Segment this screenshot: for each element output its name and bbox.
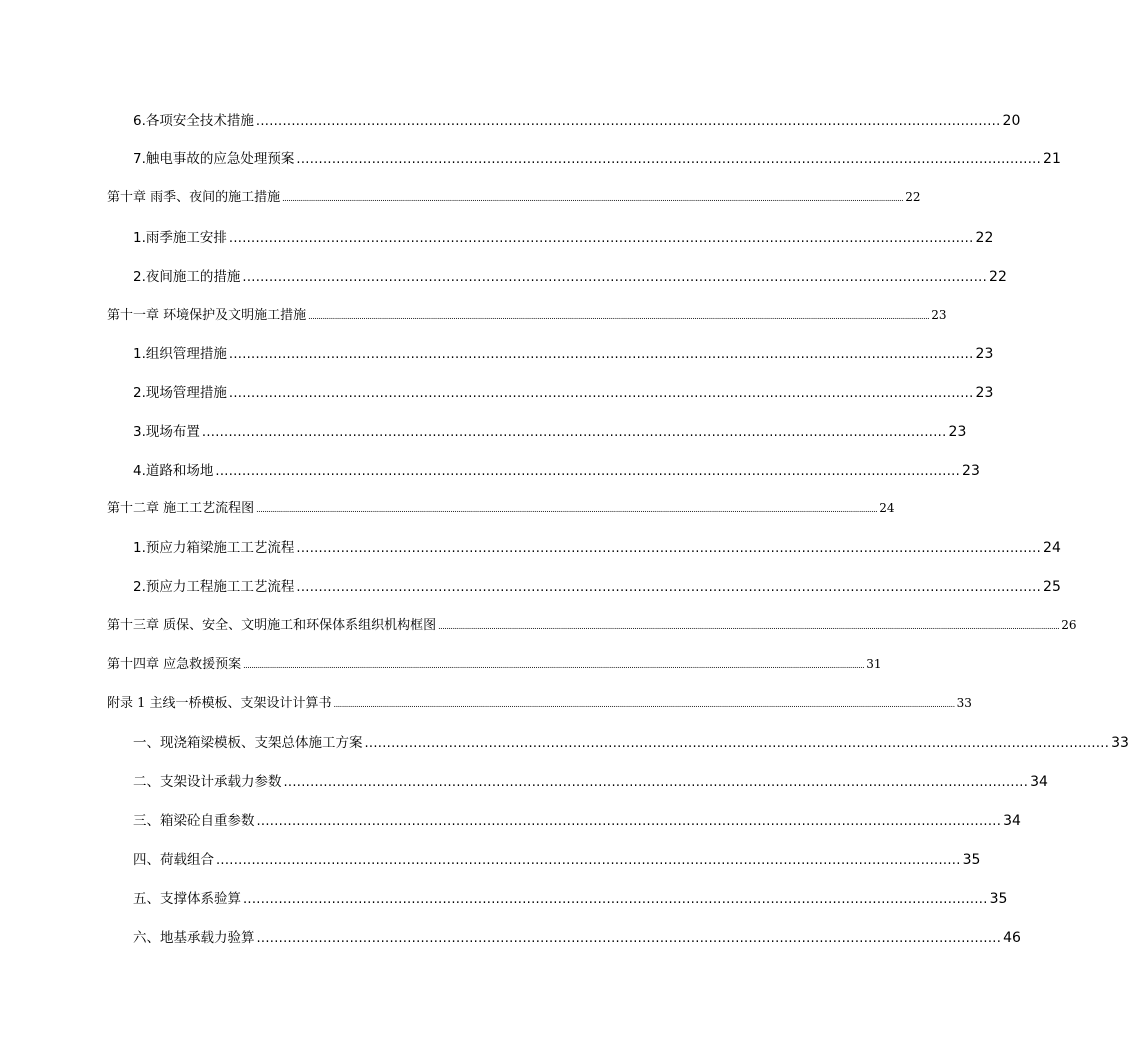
toc-entry-title: 第十二章 施工工艺流程图	[107, 501, 255, 516]
toc-dot-leader: ........................................................................................................................................................................	[228, 231, 974, 246]
toc-entry-title: 二、支架设计承载力参数	[133, 774, 282, 790]
toc-page-number: 22	[989, 269, 1007, 285]
toc-entry-title: 第十四章 应急救援预案	[107, 657, 242, 672]
toc-entry[interactable]	[133, 887, 1008, 909]
toc-page-number: 24	[1043, 540, 1061, 556]
toc-page-number: 35	[989, 891, 1008, 907]
toc-entry[interactable]	[133, 536, 1061, 558]
toc-entry[interactable]	[107, 614, 1077, 636]
toc-entry-title: 1.预应力箱梁施工工艺流程	[133, 540, 295, 556]
toc-page-number: 24	[879, 501, 895, 515]
toc-entry-title: 第十一章 环境保护及文明施工措施	[107, 308, 307, 323]
toc-entry[interactable]	[133, 809, 1021, 831]
toc-dot-leader: ........................................................................................................................................................................	[216, 853, 961, 868]
toc-dot-leader: ................................................................................................................................................................................................................................................................................................................	[438, 622, 1060, 631]
toc-dot-leader: ........................................................................................................................................................................	[201, 425, 947, 440]
toc-entry-title: 2.夜间施工的措施	[133, 269, 241, 285]
toc-entry-title: 第十章 雨季、夜间的施工措施	[107, 190, 281, 205]
toc-page-number: 33	[956, 696, 972, 710]
toc-entry-title: 6.各项安全技术措施	[133, 113, 254, 129]
toc-entry-title: 第十三章 质保、安全、文明施工和环保体系组织机构框图	[107, 618, 437, 633]
toc-entry[interactable]	[107, 304, 947, 326]
toc-entry-title: 四、荷载组合	[133, 852, 214, 868]
toc-dot-leader: ........................................................................................................................................................................	[256, 814, 1002, 829]
toc-entry[interactable]	[133, 420, 967, 442]
toc-dot-leader: ........................................................................................................................................................................	[296, 541, 1042, 556]
toc-dot-leader: ........................................................................................................................................................................	[296, 152, 1042, 167]
toc-entry-title: 六、地基承载力验算	[133, 930, 255, 946]
toc-entry-title: 一、现浇箱梁模板、支架总体施工方案	[133, 735, 363, 751]
toc-page-number: 23	[962, 463, 980, 479]
toc-dot-leader: ........................................................................................................................................................................	[215, 464, 961, 479]
toc-entry[interactable]	[133, 575, 1061, 597]
toc-page-number: 20	[1002, 113, 1021, 129]
toc-dot-leader: ........................................................................................................................................................................	[364, 736, 1110, 751]
toc-page-number: 22	[975, 230, 994, 246]
toc-page-number: 23	[975, 346, 994, 362]
toc-page-number: 46	[1003, 930, 1021, 946]
toc-entry[interactable]	[133, 226, 994, 248]
toc-page-number: 31	[866, 657, 882, 671]
toc-dot-leader: ........................................................................................................................................................................	[242, 270, 988, 285]
toc-entry-title: 三、箱梁砼自重参数	[133, 813, 255, 829]
toc-entry[interactable]	[133, 459, 980, 481]
toc-dot-leader: ........................................................................................................................................................................	[228, 347, 974, 362]
toc-entry[interactable]	[133, 265, 1007, 287]
toc-entry[interactable]	[133, 381, 994, 403]
toc-dot-leader: ................................................................................................................................................................................................................................................................................................................	[333, 700, 955, 709]
toc-dot-leader: ................................................................................................................................................................................................................................................................................................................	[282, 194, 904, 203]
toc-entry[interactable]	[107, 186, 921, 208]
toc-page-number: 34	[1030, 774, 1048, 790]
toc-page-number: 23	[948, 424, 967, 440]
toc-dot-leader: ........................................................................................................................................................................	[243, 892, 988, 907]
toc-page-number: 26	[1061, 618, 1077, 632]
toc-dot-leader: ........................................................................................................................................................................	[283, 775, 1029, 790]
toc-entry-title: 2.预应力工程施工工艺流程	[133, 579, 295, 595]
toc-dot-leader: ................................................................................................................................................................................................................................................................................................................	[256, 505, 878, 514]
toc-entry[interactable]	[133, 770, 1048, 792]
toc-dot-leader: ................................................................................................................................................................................................................................................................................................................	[243, 661, 865, 670]
toc-entry[interactable]	[133, 848, 981, 870]
toc-entry[interactable]	[133, 926, 1021, 948]
toc-entry[interactable]	[133, 147, 1061, 169]
toc-entry-title: 1.组织管理措施	[133, 346, 227, 362]
toc-dot-leader: ........................................................................................................................................................................	[256, 931, 1002, 946]
toc-entry[interactable]	[107, 692, 972, 714]
toc-entry-title: 4.道路和场地	[133, 463, 214, 479]
toc-dot-leader: ........................................................................................................................................................................	[296, 580, 1042, 595]
toc-entry-title: 2.现场管理措施	[133, 385, 227, 401]
toc-entry[interactable]	[133, 342, 994, 364]
toc-entry-title: 7.触电事故的应急处理预案	[133, 151, 295, 167]
toc-dot-leader: ................................................................................................................................................................................................................................................................................................................	[308, 312, 930, 321]
toc-page-number: 22	[905, 190, 921, 204]
toc-entry[interactable]	[133, 109, 1021, 131]
toc-page-number: 25	[1043, 579, 1061, 595]
toc-dot-leader: ........................................................................................................................................................................	[228, 386, 974, 401]
toc-page-number: 23	[975, 385, 994, 401]
toc-page-number: 21	[1043, 151, 1061, 167]
toc-entry-title: 五、支撑体系验算	[133, 891, 241, 907]
toc-page-number: 23	[931, 308, 947, 322]
toc-dot-leader: ........................................................................................................................................................................	[255, 114, 1001, 129]
toc-entry[interactable]	[133, 731, 1129, 753]
toc-entry[interactable]	[107, 653, 882, 675]
toc-entry-title: 3.现场布置	[133, 424, 200, 440]
toc-entry[interactable]	[107, 497, 895, 519]
toc-page-number: 34	[1003, 813, 1021, 829]
toc-page-number: 33	[1111, 735, 1129, 751]
toc-entry-title: 附录 1 主线一桥模板、支架设计计算书	[107, 696, 332, 711]
toc-entry-title: 1.雨季施工安排	[133, 230, 227, 246]
toc-page-number: 35	[962, 852, 981, 868]
